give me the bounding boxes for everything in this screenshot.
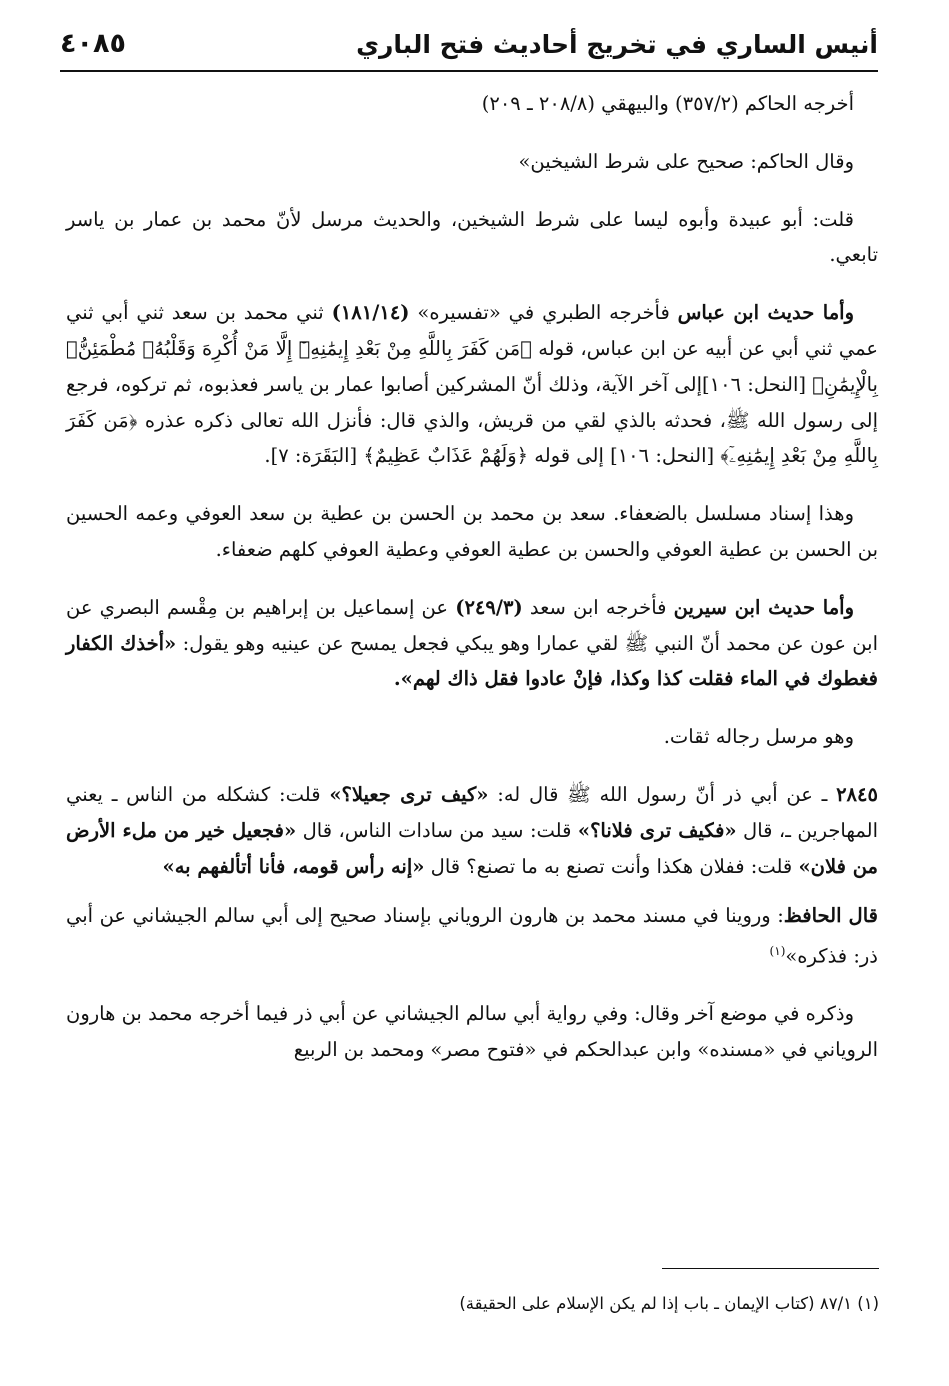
text-run: : وروينا في مسند محمد بن هارون الروياني بإسناد صحيح إلى أبي سالم الجيشاني عن أبي ذر: فذكره» (66, 904, 878, 968)
text-run: قلت: كشكله من الناس ـ يعني المهاجرين ـ، قال (66, 782, 878, 842)
hadith-quote: «فكيف ترى فلانا؟» (577, 818, 737, 842)
reference: (٢٤٩/٣) (455, 595, 523, 619)
hadith-number: ٢٨٤٥ (836, 782, 878, 806)
paragraph-2: وقال الحاكم: صحيح على شرط الشيخين» (518, 149, 854, 173)
section-lead: قال الحافظ (783, 904, 878, 928)
hadith-quote: «فجعيل خير من ملء الأرض من فلان» (66, 818, 878, 878)
paragraph-3: قلت: أبو عبيدة وأبوه ليسا على شرط الشيخين، والحديث مرسل لأنّ محمد بن عمار بن ياسر تابعي. (66, 207, 878, 267)
paragraph-7: وهو مرسل رجاله ثقات. (663, 725, 854, 749)
quran-verse: ﴿وَلَهُمْ عَذَابٌ عَظِيمٌ﴾ (363, 444, 529, 468)
text-run: قلت: سيد من سادات الناس، قال (296, 818, 578, 842)
page-number: ٤٠٨٥ (60, 28, 126, 59)
text-run: ثني محمد بن سعد ثني أبي ثني عمي ثني أبي عن أبيه عن ابن عباس، قوله (66, 301, 878, 360)
footnote (79, 1294, 879, 1313)
paragraph-5: وهذا إسناد مسلسل بالضعفاء. سعد بن محمد بن الحسن بن عطية بن سعد العوفي وعمه الحسين بن الحسن بن عطية العوفي والحسن بن عطية العوفي وعطية العوفي كلهم ضعفاء. (66, 502, 878, 561)
text-run: [النحل: ١٠٦] إلى قوله (528, 444, 721, 468)
text-run: فأخرجه الطبري في «تفسيره» (409, 301, 678, 325)
book-title: أنيس الساري في تخريج أحاديث فتح الباري (356, 30, 878, 59)
paragraph-ibn-sirin (66, 590, 878, 697)
hadith-2845 (66, 777, 878, 884)
main-text (66, 86, 878, 1068)
hadith-quote: «إنه رأس قومه، فأنا أتألفهم به» (162, 854, 425, 878)
footnote-ref: (١) (769, 944, 786, 959)
text-run: [النحل: ١٠٦]إلى آخر الآية، وذلك أنّ المشركين أصابوا عمار بن ياسر فعذبوه، ثم تركوه، فرجع إلى رسول الله ﷺ، فحدثه بالذي لقي من قريش، والذي قال: فأنزل الله تعالى ذكره عذره (66, 372, 878, 432)
text-run: عن إسماعيل بن إبراهيم بن مِقْسم البصري عن ابن عون عن محمد أنّ النبي ﷺ لقي عمارا وهو يبكي فجعل يمسح عن عينيه وهو يقول: (66, 595, 878, 655)
hadith-quote: «أخذك الكفار فغطوك في الماء فقلت كذا وكذا، فإنْ عادوا فقل ذاك لهم». (66, 631, 878, 691)
footnote-separator (662, 1268, 879, 1269)
text-run: قلت: ففلان هكذا وأنت تصنع به ما تصنع؟ قال (424, 854, 799, 878)
paragraph-10: وذكره في موضع آخر وقال: وفي رواية أبي سالم الجيشاني عن أبي ذر فيما أخرجه محمد بن هارون الروياني في «مسنده» وابن عبدالحكم في «فتوح مصر» ومحمد بن الربيع (66, 1002, 878, 1062)
text-run: فأخرجه ابن سعد (522, 595, 674, 619)
paragraph-ibn-abbas (66, 295, 878, 474)
footnote-text: ٨٧/١ (كتاب الإيمان ـ باب إذا لم يكن الإسلام على الحقيقة) (459, 1294, 852, 1313)
hadith-quote: «كيف ترى جعيلا؟» (329, 782, 489, 806)
text-run: [البَقَرَة: ٧]. (264, 444, 364, 468)
reference: (١٨١/١٤) (331, 301, 410, 325)
quran-verse: ﴿مَن كَفَرَ بِاللَّهِ مِنْ بَعْدِ إِيمَٰنِهِۦٓ﴾ (66, 408, 878, 468)
quran-verse: ﴿مَن كَفَرَ بِاللَّهِ مِنْ بَعْدِ إِيمَٰنِهِۦٓ إِلَّا مَنْ أُكْرِهَ وَقَلْبُهُۥ مُطْمَئِنُّۢ بِالْإِيمَٰنِ﴾ (66, 336, 878, 396)
section-lead: وأما حديث ابن سيرين (673, 595, 854, 619)
text-run: ـ عن أبي ذر أنّ رسول الله ﷺ قال له: (488, 782, 837, 806)
footnote-mark: (١) (857, 1294, 879, 1313)
section-lead: وأما حديث ابن عباس (677, 301, 854, 325)
paragraph-hafiz (66, 898, 878, 974)
page-header (60, 28, 878, 72)
paragraph-1: أخرجه الحاكم (٣٥٧/٢) والبيهقي (٢٠٨/٨ ـ ٢٠٩) (481, 92, 854, 115)
